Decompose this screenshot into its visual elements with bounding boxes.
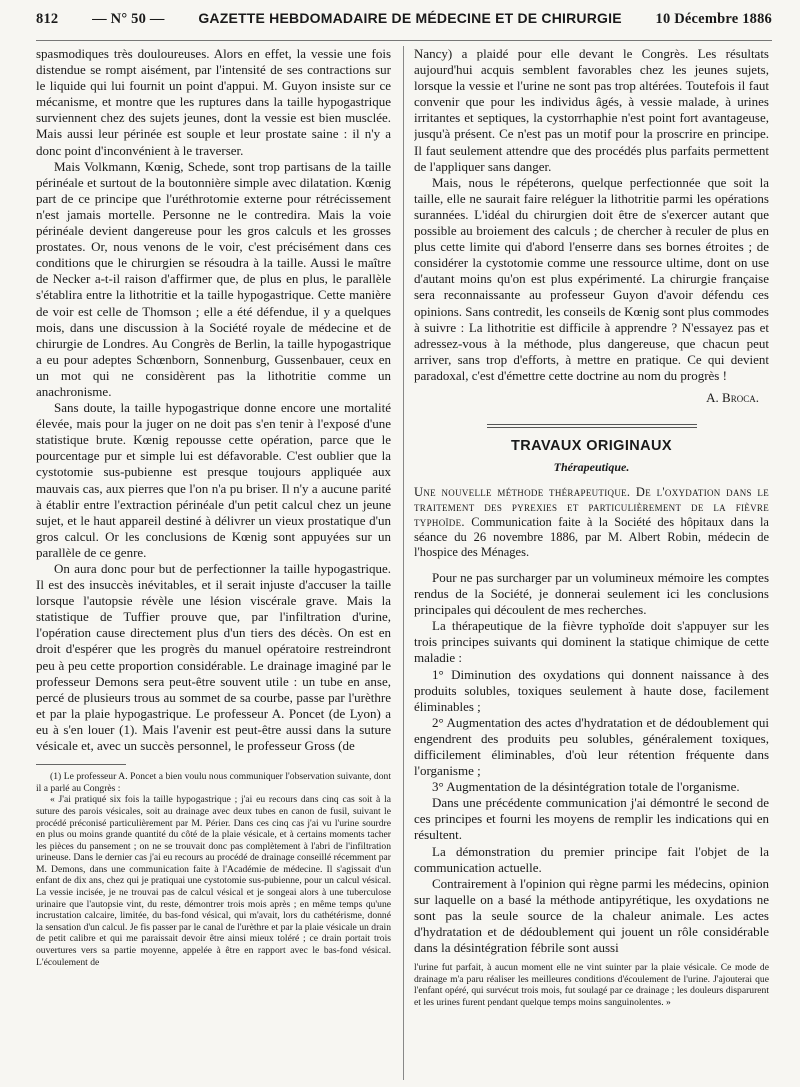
article-title <box>414 485 769 560</box>
left-column <box>36 46 391 1080</box>
text-columns <box>36 46 772 1080</box>
issue-date: 10 Décembre 1886 <box>655 11 772 27</box>
body-paragraph: La démonstration du premier principe fait l'objet de la communication actuelle. <box>414 843 769 875</box>
author-signature: A. Broca. <box>706 389 759 405</box>
article-title-rest: Communication faite à la Société des hôpitaux dans la séance du 26 novembre 1886, par M. Albert Robin, médecin de l'hospice des Ménages. <box>414 514 769 559</box>
body-paragraph: Pour ne pas surcharger par un volumineux mémoire les comptes rendus de la Société, je donnerai seulement ici les conclusions principales qui découlent de mes recherches. <box>414 569 769 618</box>
body-paragraph: Nancy) a plaidé pour elle devant le Congrès. Les résultats aujourd'hui acquis semblent favorables chez les jeunes sujets, lorsque la vessie et l'urine ne sont pas trop altérées. Toutefois il faut convenir que pour les individus âgés, à vessie malade, à urines irritantes et septiques, la cystorrhaphie n'est point fort avantageuse, jusqu'à présent. Ce n'est pas un motif pour la proscrire en principe. Il faut seulement attendre que des procédés plus parfaits permettent de l'appliquer sans danger. <box>414 46 769 174</box>
section-title: TRAVAUX ORIGINAUX <box>511 437 672 454</box>
footnote: « J'ai pratiqué six fois la taille hypogastrique ; j'ai eu recours dans cinq cas soit à la suture des parois vésicales, soit au drainage avec deux tubes en canon de fusil, suivant le procédé préconisé particulièrement par M. Périer. Dans ces cinq cas j'ai vu l'urine sourdre en plus ou moins grande quantité du côté de la plaie vésicale, et à certains moments tacher les pièces du pansement ; on ne se trouvait donc pas complètement à l'abri de l'infiltration urineuse. Dans le dernier cas j'ai eu recours au procédé de drainage conseillé récemment par M. Demons, dans une communication faite à l'Académie de médecine. Il s'agissait d'un enfant de dix ans, chez qui je pratiquai une cystotomie sus-pubienne, pour un calcul vésical. La vessie incisée, je ne trouvai pas de calcul vésical et je songeai alors à une tuberculose urinaire que l'autopsie vint, du reste, démontrer trois mois après ; en même temps qu'une incrustation calcaire, limitée, du bas-fond vésical, qui m'avait, lors du cathétérisme, donné la sensation d'un calcul. Je fis passer par le canal de l'urèthre et par la plaie vésicale un drain de petit calibre et qui me paraissait devoir être ainsi mieux toléré ; ce drain portait trois ouvertures vers sa partie moyenne, appelée à être en rapport avec le bas-fond vésical. L'écoulement de <box>36 794 391 968</box>
body-paragraph: Contrairement à l'opinion qui règne parmi les médecins, opinion sur laquelle on a basé la méthode antipyrétique, les oxydations ne sont pas la seule source de la chaleur animale. Les actes d'hydratation et de dédoublement qui jouent un rôle considérable dans la désintégration fébrile sont aussi <box>414 875 769 956</box>
footnote: (1) Le professeur A. Poncet a bien voulu nous communiquer l'observation suivante, dont il a parlé au Congrès : <box>36 771 391 794</box>
column-divider <box>403 46 404 1080</box>
journal-page <box>36 10 772 1080</box>
list-item: 3° Augmentation de la désintégration totale de l'organisme. <box>432 779 740 795</box>
subsection-title: Thérapeutique. <box>553 459 630 474</box>
right-column <box>414 46 769 1080</box>
footnotes-continued <box>414 962 769 1008</box>
list-item: 1° Diminution des oxydations qui donnent naissance à des produits solubles, toxiques seulement à haute dose, facilement éliminables ; <box>414 666 769 714</box>
body-paragraph: Mais, nous le répéterons, quelque perfectionnée que soit la taille, elle ne saurait faire reléguer la lithotritie parmi les opérations surannées. L'idéal du chirurgien doit être de s'exercer autant que possible au broiement des calculs ; de chercher à reculer de plus en plus cette limite qui d'abord l'enserre dans ses bornes étroites ; de considérer la cystotomie comme une ressource ultime, dont on use d'autant moins qu'on est plus expérimenté. La chirurgie française sera reconnaissante au professeur Guyon d'avoir défendu ces opinions. Sans contredit, les conseils de Kœnig sont plus commodes à suivre : La lithotritie est difficile à apprendre ? N'essayez pas et adressez-vous à la méthode, plus dangereuse, que chacun peut arriver, sans trop d'efforts, à mettre en pratique. Ce qui devient paradoxal, c'est d'émettre cette doctrine au nom du progrès ! <box>414 174 769 383</box>
footnotes <box>36 771 391 968</box>
page-number: 812 <box>36 11 59 27</box>
journal-title: GAZETTE HEBDOMADAIRE DE MÉDECINE ET DE CHIRURGIE <box>198 10 622 26</box>
issue-number: — N° 50 — <box>92 11 165 27</box>
body-paragraph: On aura donc pour but de perfectionner la taille hypogastrique. Il est des insuccès inévitables, et il serait injuste d'accuser la taille lorsque l'autopsie révèle une lésion viscérale grave. Mais la statistique de Tuffier prouve que, par l'infiltration d'urine, l'opération cause directement plus d'un tiers des décès. On est en droit d'espérer que les progrès du manuel opératoire restreindront peu à peu cette proportion considérable. Le drainage imaginé par le professeur Demons sera peut-être souvent utile : un tube en anse, percé de plusieurs trous au sommet de sa courbe, passe par l'urèthre et par la plaie hypogastrique. Le professeur A. Poncet (de Lyon) a eu à s'en louer (1). Mais l'avenir est peut-être aussi dans la suture vésicale et, avec un succès personnel, le professeur Gross (de <box>36 561 391 754</box>
body-paragraph: spasmodiques très douloureuses. Alors en effet, la vessie une fois distendue se rompt aisément, par l'intensité de ses contractions sur le liquide qui lui fournit un point d'appui. M. Guyon insiste sur ce mécanisme, et montre que les ruptures dans la taille hypogastrique surviennent chez des sujets jeunes, dont la vessie est bien musclée. Mais aussi leur périnée est souple et leur prostate saine : il n'y a donc point d'inconvénient à le traverser. <box>36 46 391 158</box>
body-paragraph: Mais Volkmann, Kœnig, Schede, sont trop partisans de la taille périnéale et surtout de la boutonnière simple avec dilatation. Kœnig part de ce principe que l'uréthrotomie externe pour rétrécissement n'est jamais mortelle. Personne ne le contredira. Mais la voie périnéale devient dangereuse pour les gros calculs et les grosses prostates. Or, nous venons de le voir, c'est précisément dans ces conditions que le chirurgien se résoudra à la taille. Aussi le maître de Necker a-t-il raison d'affirmer que, de plus en plus, le parallèle s'établira entre la lithotritie et la taille hypogastrique. Cette manière de voir est celle de Thomson ; elle a été défendue, il y a quelques mois, dans une discussion à la Société royale de médecine et de chirurgie de Londres. Au Congrès de Berlin, la taille hypogastrique a eu pour adeptes Schœnborn, Sonnenburg, Gussenbauer, ceux en un mot qui ne considèrent pas la lithotritie comme un anachronisme. <box>36 158 391 399</box>
body-paragraph: La thérapeutique de la fièvre typhoïde doit s'appuyer sur les trois principes suivants qui dominent la statique chimique de cette maladie : <box>414 618 769 666</box>
body-paragraph: Dans une précédente communication j'ai démontré le second de ces principes et fourni les moyens de remplir les indications qui en résultent. <box>414 795 769 843</box>
page-header <box>36 10 772 41</box>
footnote-divider <box>36 764 126 765</box>
article-title-lead: Une nouvelle méthode thérapeutique. De l'oxydation dans le traitement des pyrexies et particulièrement de la fièvre typhoïde. <box>414 484 769 529</box>
body-paragraph: Sans doute, la taille hypogastrique donne encore une mortalité élevée, mais pour la juger on ne doit pas s'en tenir à l'exposé d'une statistique brute. Kœnig repousse cette opération, parce que le pourcentage pur et simple lui est défavorable. C'est oublier que la cystotomie sus-pubienne est presque toujours appliquée aux mauvais cas, aux pierres que l'on n'a pu briser. Il n'y a aucune parité à établir entre l'extraction périnéale d'un petit calcul chez un jeune sujet, et le haut appareil destiné à délivrer un vieux prostatique d'un gros calcul. Or les conclusions de Kœnig sont appuyées sur un parallèle de ce genre. <box>36 400 391 560</box>
footnote: l'urine fut parfait, à aucun moment elle ne vint suinter par la plaie vésicale. Ce mode de drainage m'a paru réaliser les meilleures conditions d'écoulement de l'urine. J'ajouterai que l'enfant opéré, qui survécut trois mois, fut soulagé par ce drainage ; les douleurs disparurent et les urines furent pendant quelque temps moins sanguinolentes. » <box>414 962 769 1008</box>
section-rule <box>487 424 697 428</box>
list-item: 2° Augmentation des actes d'hydratation et de dédoublement qui engendrent des produits peu solubles, généralement toxiques, difficilement éliminables, d'où leur rétention fréquente dans l'organisme ; <box>414 714 769 779</box>
